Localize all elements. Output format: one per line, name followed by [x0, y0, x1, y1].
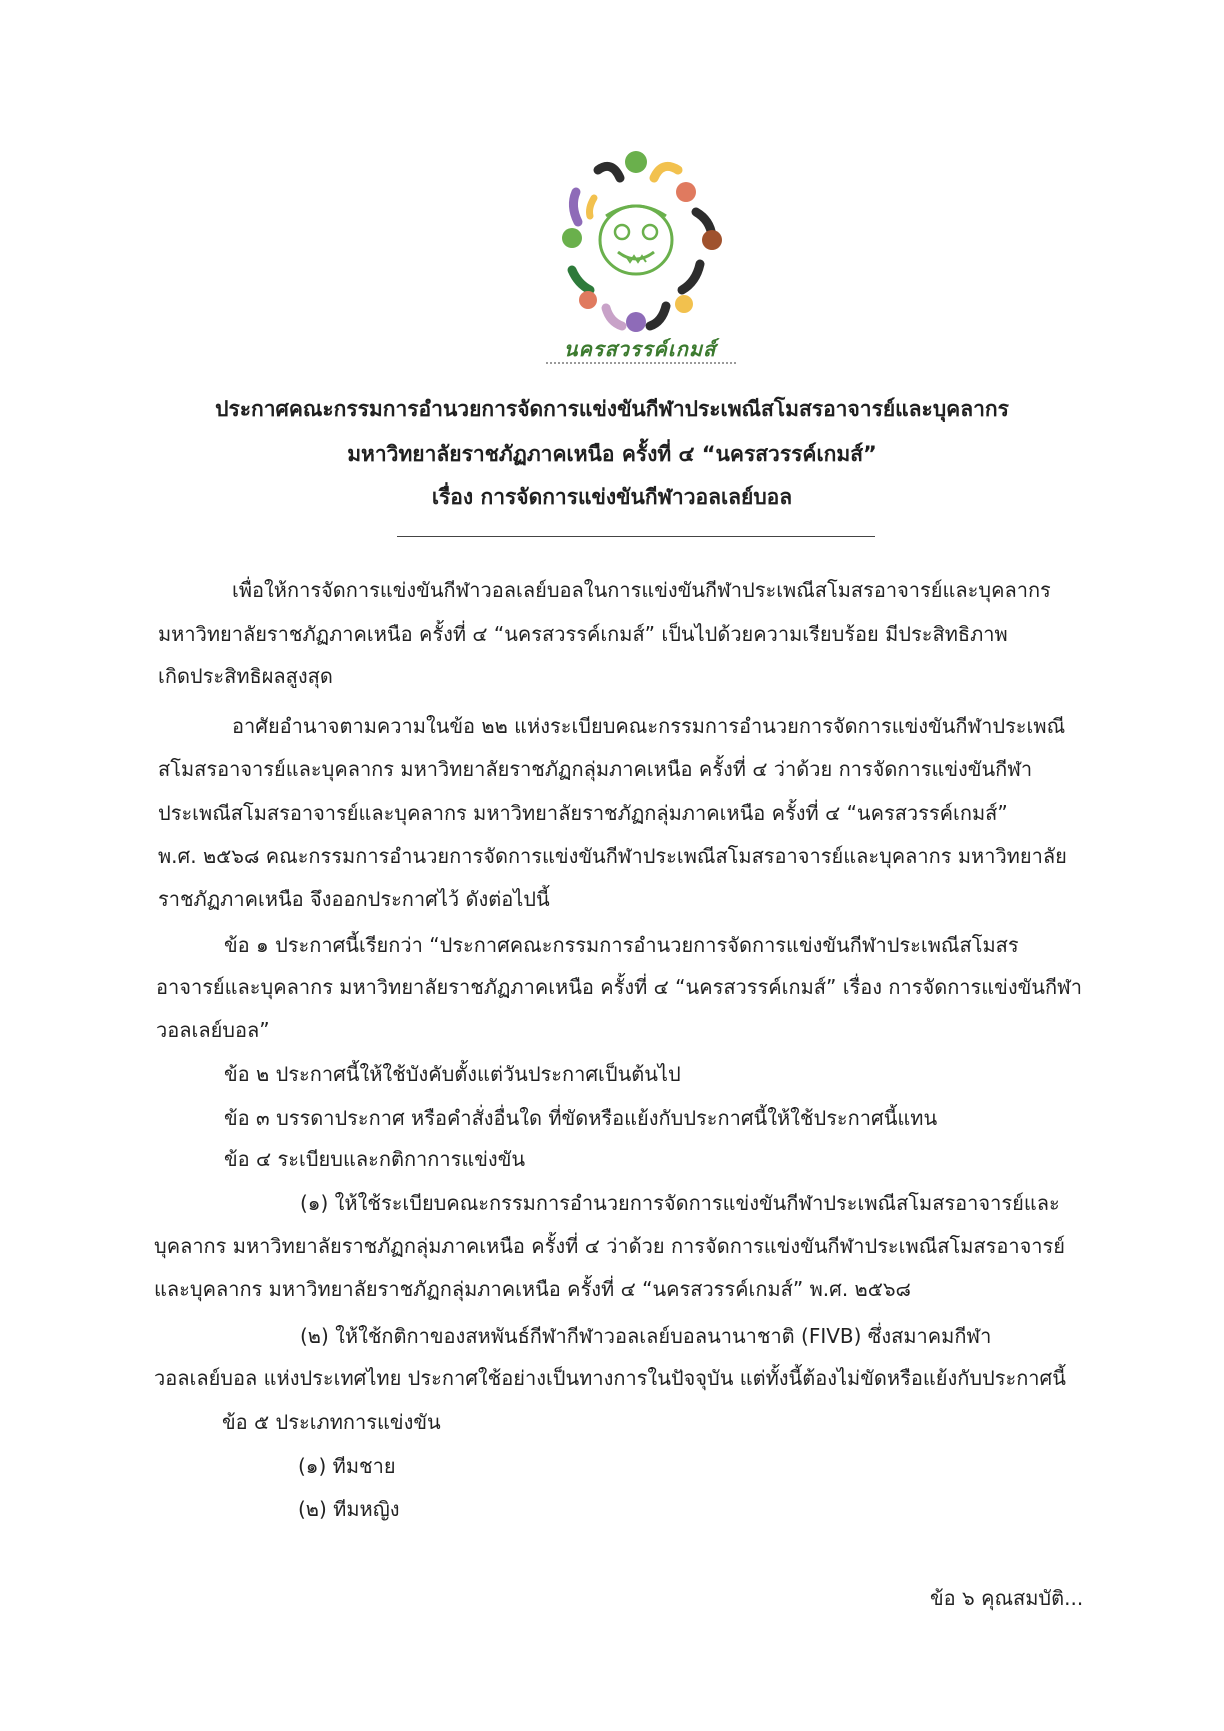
title-divider	[397, 536, 875, 537]
paragraph-2-line-4: พ.ศ. ๒๕๖๘ คณะกรรมการอำนวยการจัดการแข่งขันกีฬาประเพณีสโมสรอาจารย์และบุคลากร มหาวิทยาลัย	[158, 844, 1067, 868]
clause-1-line-3: วอลเลย์บอล”	[156, 1018, 270, 1042]
logo-tagline-line	[546, 362, 736, 368]
clause-1-line-2: อาจารย์และบุคลากร มหาวิทยาลัยราชภัฏภาคเหนือ ครั้งที่ ๔ “นครสวรรค์เกมส์” เรื่อง การจัดการแข่งขันกีฬา	[156, 975, 1082, 999]
paragraph-2-line-1: อาศัยอำนาจตามความในข้อ ๒๒ แห่งระเบียบคณะกรรมการอำนวยการจัดการแข่งขันกีฬาประเพณี	[232, 714, 1066, 738]
clause-1-line-1: ข้อ ๑ ประกาศนี้เรียกว่า “ประกาศคณะกรรมการอำนวยการจัดการแข่งขันกีฬาประเพณีสโมสร	[224, 933, 1019, 957]
paragraph-2-line-2: สโมสรอาจารย์และบุคลากร มหาวิทยาลัยราชภัฏกลุ่มภาคเหนือ ครั้งที่ ๔ ว่าด้วย การจัดการแข่งขันกีฬา	[158, 757, 1033, 781]
clause-5: ข้อ ๕ ประเภทการแข่งขัน	[222, 1410, 441, 1434]
paragraph-2-line-3: ประเพณีสโมสรอาจารย์และบุคลากร มหาวิทยาลัยราชภัฏกลุ่มภาคเหนือ ครั้งที่ ๔ “นครสวรรค์เกมส์”	[158, 801, 1008, 825]
clause-3: ข้อ ๓ บรรดาประกาศ หรือคำสั่งอื่นใด ที่ขัดหรือแย้งกับประกาศนี้ให้ใช้ประกาศนี้แทน	[224, 1106, 938, 1130]
logo-script-text: นครสวรรค์เกมส์	[563, 337, 717, 361]
clause-5-item-1: (๑) ทีมชาย	[298, 1454, 396, 1478]
paragraph-2-line-5: ราชภัฏภาคเหนือ จึงออกประกาศไว้ ดังต่อไปนี้	[158, 887, 550, 911]
clause-4-item-2-line-2: วอลเลย์บอล แห่งประเทศไทย ประกาศใช้อย่างเป็นทางการในปัจจุบัน แต่ทั้งนี้ต้องไม่ขัดหรือแย้งกับประกาศนี้	[154, 1366, 1066, 1390]
title-line-3: เรื่อง การจัดการแข่งขันกีฬาวอลเลย์บอล	[431, 485, 793, 509]
clause-4-item-1-line-2: บุคลากร มหาวิทยาลัยราชภัฏกลุ่มภาคเหนือ ครั้งที่ ๔ ว่าด้วย การจัดการแข่งขันกีฬาประเพณีสโมสรอาจารย์	[154, 1234, 1065, 1258]
clause-5-item-2: (๒) ทีมหญิง	[298, 1497, 400, 1521]
continuation-note: ข้อ ๖ คุณสมบัติ...	[930, 1586, 1084, 1610]
paragraph-1-line-2: มหาวิทยาลัยราชภัฏภาคเหนือ ครั้งที่ ๔ “นครสวรรค์เกมส์” เป็นไปด้วยความเรียบร้อย มีประสิทธิภาพ	[158, 622, 1008, 646]
clause-4-item-2-line-1: (๒) ให้ใช้กติกาของสหพันธ์กีฬากีฬาวอลเลย์บอลนานาชาติ (FIVB) ซึ่งสมาคมกีฬา	[300, 1324, 992, 1348]
title-line-2: มหาวิทยาลัยราชภัฏภาคเหนือ ครั้งที่ ๔ “นครสวรรค์เกมส์”	[347, 442, 877, 466]
paragraph-1-line-3: เกิดประสิทธิผลสูงสุด	[158, 664, 333, 688]
clause-4-item-1-line-3: และบุคลากร มหาวิทยาลัยราชภัฏกลุ่มภาคเหนือ ครั้งที่ ๔ “นครสวรรค์เกมส์” พ.ศ. ๒๕๖๘	[154, 1277, 911, 1301]
clause-4: ข้อ ๔ ระเบียบและกติกาการแข่งขัน	[224, 1147, 526, 1171]
clause-2: ข้อ ๒ ประกาศนี้ให้ใช้บังคับตั้งแต่วันประกาศเป็นต้นไป	[224, 1062, 681, 1086]
paragraph-1-line-1: เพื่อให้การจัดการแข่งขันกีฬาวอลเลย์บอลในการแข่งขันกีฬาประเพณีสโมสรอาจารย์และบุคลากร	[232, 578, 1051, 602]
clause-4-item-1-line-1: (๑) ให้ใช้ระเบียบคณะกรรมการอำนวยการจัดการแข่งขันกีฬาประเพณีสโมสรอาจารย์และ	[300, 1191, 1060, 1215]
title-line-1: ประกาศคณะกรรมการอำนวยการจัดการแข่งขันกีฬาประเพณีสโมสรอาจารย์และบุคลากร	[215, 397, 1009, 421]
